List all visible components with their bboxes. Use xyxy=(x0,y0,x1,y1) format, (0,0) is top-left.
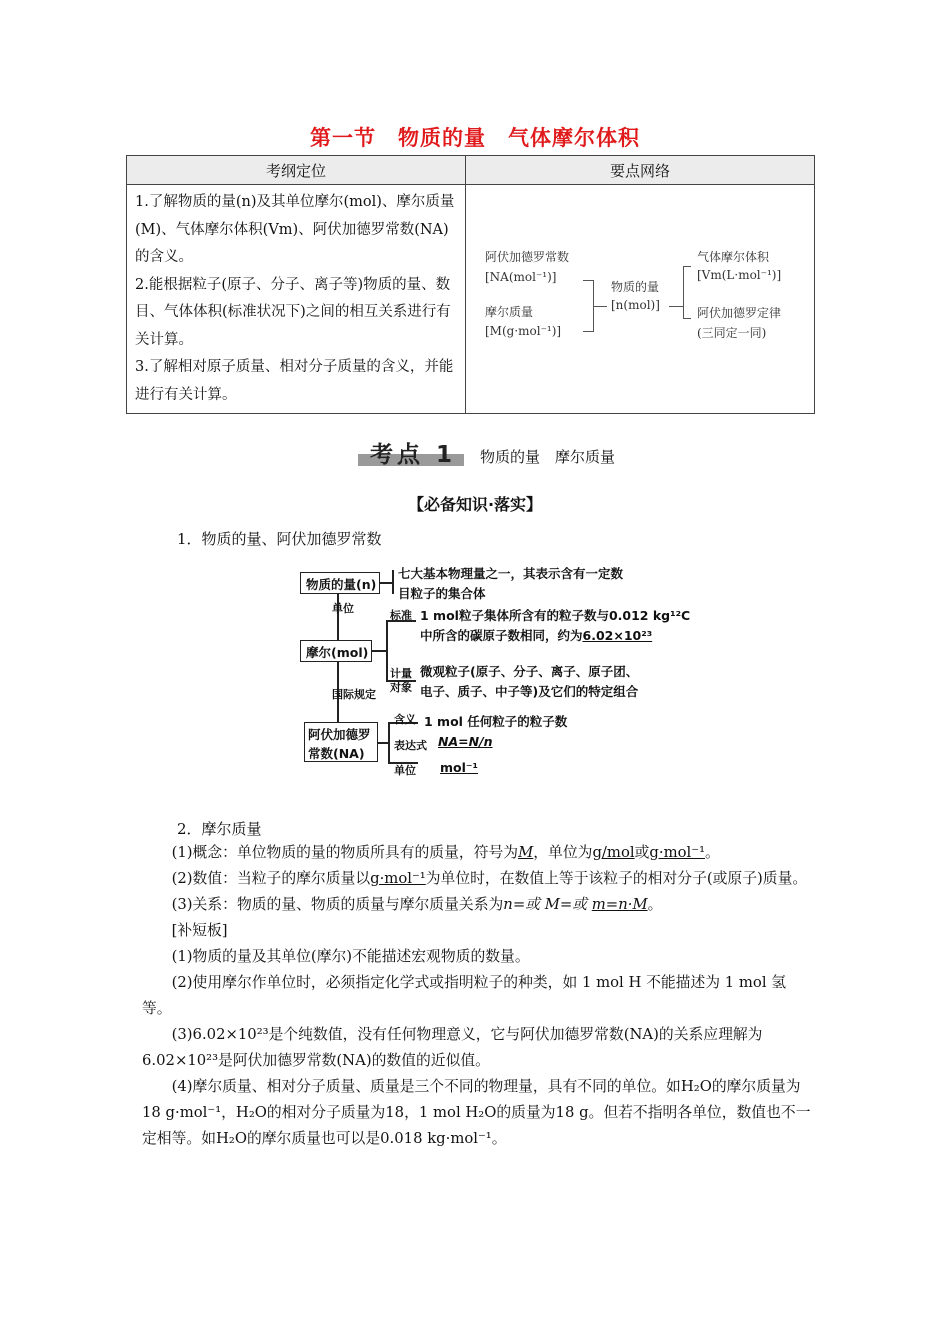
diagram-box-na-2: 常数(NA) xyxy=(308,746,365,761)
diagram-arrow2-label: 国际规定 xyxy=(332,688,376,701)
diagram-object-2: 电子、质子、中子等)及它们的特定组合 xyxy=(420,684,639,699)
net-amount-unit: [n(mol)] xyxy=(611,298,660,312)
kaodian-badge xyxy=(358,436,464,466)
requirement-item: 2.能根据粒子(原子、分子、离子等)物质的量、数目、气体体积(标准状况下)之间的相互关系进行有关计算。 xyxy=(135,276,451,348)
requirement-item: 1.了解物质的量(n)及其单位摩尔(mol)、摩尔质量(M)、气体摩尔体积(Vm)、阿伏加德罗常数(NA)的含义。 xyxy=(135,194,455,265)
diagram-standard-label: 标准 xyxy=(390,609,412,622)
supplement-item: (1)物质的量及其单位(摩尔)不能描述宏观物质的数量。 xyxy=(171,948,530,965)
col-header-outline: 考纲定位 xyxy=(127,156,466,185)
diagram-standard-2: 中所含的碳原子数相同，约为6.02×10²³ xyxy=(420,628,653,643)
paragraph-relation: (3)关系：物质的量、物质的质量与摩尔质量关系为n=或 M=或 m=n·M。 xyxy=(171,896,663,913)
outline-table xyxy=(126,155,815,414)
diagram-box-na-1: 阿伏加德罗 xyxy=(308,727,371,742)
page-title: 第一节 物质的量 气体摩尔体积 xyxy=(310,126,640,150)
diagram-box-mol: 摩尔(mol) xyxy=(306,645,369,660)
diagram-unit-label: 单位 xyxy=(394,764,416,777)
paragraph-concept: (1)概念：单位物质的量的物质所具有的质量，符号为M，单位为g/mol或g·mol⁻¹。 xyxy=(171,844,720,861)
diagram-amount-desc-2: 目粒子的集合体 xyxy=(398,586,486,601)
net-avogadro: 阿伏加德罗常数 xyxy=(485,250,570,264)
diagram-unit: mol⁻¹ xyxy=(440,760,478,775)
net-molar-mass-unit: [M(g·mol⁻¹)] xyxy=(485,324,562,338)
net-avogadro-law: 阿伏加德罗定律 xyxy=(697,306,782,320)
diagram-object-label-1: 计量 xyxy=(390,667,412,680)
net-avogadro-law-note: (三同定一同) xyxy=(697,326,767,340)
net-amount: 物质的量 xyxy=(611,280,660,294)
requirements-cell xyxy=(127,185,466,414)
paragraph-value: (2)数值：当粒子的摩尔质量以g·mol⁻¹为单位时，在数值上等于该粒子的相对分子(或原子)质量。 xyxy=(171,870,808,887)
diagram-object-1: 微观粒子(原子、分子、离子、原子团、 xyxy=(420,664,639,679)
kaodian-label: 考点 1 xyxy=(370,442,457,468)
net-gas-volume-unit: [Vm(L·mol⁻¹)] xyxy=(697,268,782,282)
diagram-arrow1-label: 单位 xyxy=(332,602,354,615)
diagram-box-amount: 物质的量(n) xyxy=(306,577,377,592)
diagram-object-label-2: 对象 xyxy=(390,681,412,694)
supplement-item: (2)使用摩尔作单位时，必须指定化学式或指明粒子的种类，如 1 mol H 不能描述为 1 mol 氢等。 xyxy=(142,974,787,1017)
concept-diagram xyxy=(300,562,700,777)
heading-1: 1．物质的量、阿伏加德罗常数 xyxy=(177,530,382,548)
col-header-network: 要点网络 xyxy=(466,156,815,185)
diagram-meaning-label: 含义 xyxy=(394,713,416,726)
network-cell xyxy=(466,185,815,414)
supplement-item: (4)摩尔质量、相对分子质量、质量是三个不同的物理量，具有不同的单位。如H₂O的摩尔质量为18 g·mol⁻¹，H₂O的相对分子质量为18，1 mol H₂O的质量为18 g。但若不指明各单位，数值也不一定相等。如H₂O的摩尔质量也可以是0.018 kg·mol⁻¹。 xyxy=(142,1078,811,1147)
key-points-network xyxy=(467,188,813,410)
molar-mass-paragraphs xyxy=(142,840,812,1152)
diagram-amount-desc-1: 七大基本物理量之一，其表示含有一定数 xyxy=(398,566,624,581)
section-label: 【必备知识·落实】 xyxy=(407,495,543,514)
diagram-expr-label: 表达式 xyxy=(394,739,427,752)
supplement-label: [补短板] xyxy=(171,922,228,939)
diagram-standard-1: 1 mol粒子集体所含有的粒子数与0.012 kg¹²C xyxy=(420,608,691,623)
diagram-meaning: 1 mol 任何粒子的粒子数 xyxy=(424,714,568,729)
net-avogadro-unit: [NA(mol⁻¹)] xyxy=(485,270,557,284)
requirement-item: 3.了解相对原子质量、相对分子质量的含义，并能进行有关计算。 xyxy=(135,359,454,403)
net-molar-mass: 摩尔质量 xyxy=(485,305,534,319)
kaodian-title: 物质的量 摩尔质量 xyxy=(480,448,616,466)
diagram-expr: NA=N/n xyxy=(438,734,493,749)
heading-2: 2．摩尔质量 xyxy=(177,820,262,838)
supplement-item: (3)6.02×10²³是个纯数值，没有任何物理意义，它与阿伏加德罗常数(NA)的关系应理解为6.02×10²³是阿伏加德罗常数(NA)的数值的近似值。 xyxy=(142,1026,763,1069)
net-gas-volume: 气体摩尔体积 xyxy=(697,250,770,264)
